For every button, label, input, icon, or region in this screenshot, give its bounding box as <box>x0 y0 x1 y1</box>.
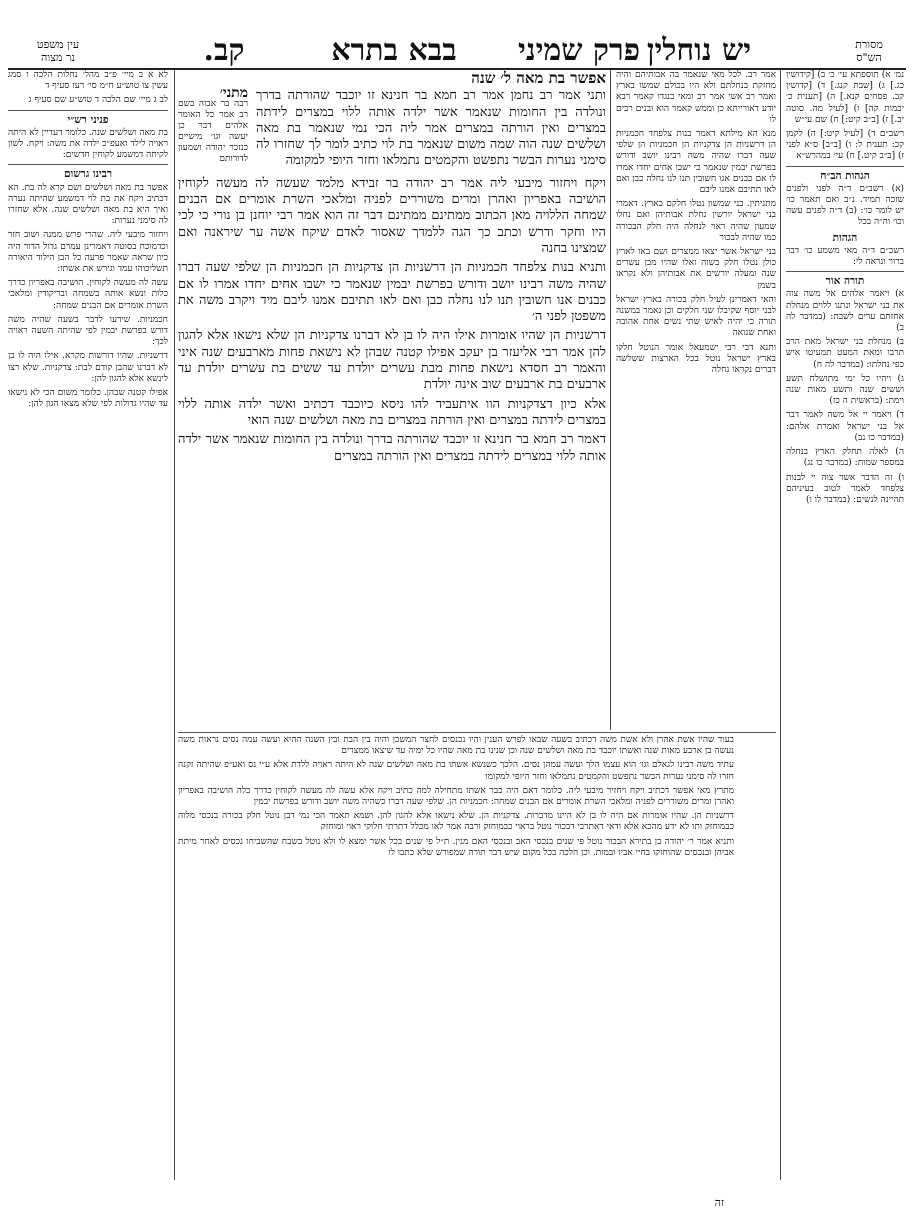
torah-verse: ה) לאלה תחלק הארץ בנחלה במספר שמות: (במדבר כו נג) <box>786 447 904 469</box>
rashbam-paragraph: מתניתין. בני שמשון נטלו חלקם בארץ. דאמרי בני ישראל יורשין נחלת אבותיהן ואם נחלו שמעון שהיה ראוי לנחלה היה חלק הבכורה כמו שהיה לבכור <box>616 199 776 243</box>
gemara-paragraph: ויקח ויחזור מיבעי ליה אמר רב יהודה בר זבידא מלמד שעשה לה מעשה לקוחין הושיבה באפריון ואהרן ומרים משוררים לפניה ומלאכי השרת אומרים אם הבנים שמחה הללויה מאן הכתוב ממתינם ממתינם דבר זה הוא אמר רבי יוחנן בן נורי כי לכי היו וחקר ודרש וכתב כך הגה ללמדך שאסור לאדם שיקח אשה ער שיראנה ואם שמצינו בחנה <box>178 175 606 256</box>
mishna-text: ותני אמר רב נחמן אמר רב חמא בר חנינא זו יוכבד שהורתה בדרך ונולדה בין החומות שנאמר אשר ילדה אותה ללוי במצרים לידתה במצרים ואין הורתה במצרים אמר ליה הכי נמי שנאמר בת מאה ושלשים שנה הוה שמה משום שנאמר בת לוי כתיב לומר לך שחזרו לה סימני נערות הבשר נתפשט והקמטים נתמלאו וחזר היופי למקומה <box>256 88 606 169</box>
gemara-paragraph: דאמר רב חמא בר חנינא זו יוכבד שהורתה בדרך ונולדה בין החומות שנאמר אשר ילדה אותה ללוי במצרים לידתה במצרים ואין הורתה במצרים <box>178 432 606 464</box>
torah-verse: ד) ויאמר יי אל משה לאמר דבר אל בני ישראל ואמרת אלהם: (במדבר כו נב) <box>786 410 904 443</box>
rashbam-paragraph: אמר רב. לכל מאי שנאמר בה אבותיהם והיה מחזקת בנחלתם ולא היו בכולם שמשו בארץ ואמר רב אשי אמר רב ומאי כנגדו קאמר רבא יודע דאורייתא כן וממש קאמר הוא ובנים רבים לו <box>616 70 776 125</box>
rashbam-column <box>616 70 776 730</box>
chapter-name <box>646 33 752 68</box>
gemara-bottom-rule <box>178 732 776 733</box>
rabbenu-gershom-paragraph: עשה לה מעשה לקוחין. הושיבה באפריון כדרך כלות ונשא אותה בשמחה ובריקודין ומלאכי השרת אומרים אם הבנים שמחה: <box>8 278 168 311</box>
masechet-name-text: בבא בתרא <box>331 33 457 68</box>
rashbam-paragraph: בני ישראל אשר יצאו ממצרים ושם באו לארץ כולן נטלו חלק בשוה ואלו שהיו מבן עשרים שנה ומעלה יורשים את אבותיהן ולא נקראו בשמן <box>616 247 776 291</box>
gemara-paragraph: ותניא בנות צלפחד חכמניות הן דרשניות הן צדקניות הן חכמניות הן שלפי שעה דברו שהיה משה רבינו יושב ודורש בפרשת יבמין שנאמר כי ישבו אחים יחדו אמרו לו אם כבנים אנו חשובין תנו לנו נחלה כבן ואם לאו תתיבם אמנו ליבם מיד ויקרב משה את משפטן לפני ה׳ <box>178 260 606 325</box>
ein-mishpat-header <box>8 38 108 72</box>
mesoret-header-label: מסורת הש"ס <box>855 38 883 64</box>
rabbenu-gershom-title: רבינו גרשום <box>63 168 113 181</box>
ein-mishpat-column <box>8 70 168 1180</box>
perek-number-text: פרק שמיני <box>517 33 641 68</box>
gemara-paragraph: אלא כיון דצדקניות הוו איתעביד להו ניסא כיוכבד דכתיב ואשר ילדה אותה ללוי במצרים לידתה במצרים ואין הורתה במצרים בת מאה ושלשים שנה הואי <box>178 396 606 428</box>
rabbenu-gershom-paragraph: חכמניות. שידעו לדבר בשעה שהיה משה דורש בפרשת יבמין לפי שהיתה השעה ראויה לכך: <box>8 314 168 348</box>
daf-number-text: קב. <box>203 33 245 68</box>
section-divider <box>786 271 904 272</box>
rabbenu-gershom-paragraph: אפילו קטנה שבהן. כלומר משום הכי לא נישאו עד שהיו גדולות לפי שלא מצאו הגון להן: <box>8 388 168 410</box>
mesoret-header <box>834 38 904 72</box>
torah-verse: ו) זה הדבר אשר צוה יי לבנות צלפחד לאמר לטוב בעיניהם תהיינה לנשים: (במדבר לו ו) <box>786 472 904 505</box>
hagahot-title: הגהות הב״ח <box>820 169 870 182</box>
tosafot-paragraph: מתרץ מאי אפשר דכתיב ויקח ויחזיר מיבעי ליה. כלומר דאם היה כבר אשתו מתחילה למה כתיב ויקח אלא עשה לה מעשה לקוחין כדרך כלה הושיבה באפריון ואהרן ומרים משוררים לפניה ומלאכי השרת אומרים אם הבנים שמחה: חכמניות הן. שלפי שעה דברו כשהיה משה יושב ודורש בפרשת יבמין <box>178 785 734 808</box>
gemara-paragraph: דרשניות הן שהיו אומרות אילו היה לו בן לא דברנו צדקניות הן שלא נישאו אלא להגון להן אמר רבי אליעזר בן יעקב אפילו קטנה שבהן לא נישאת פחות מארבעים שנה איני והאמר רב חסדא נישאת פחות מבת עשרים יולדת עד ששים בת עשרים יולדת עד ארבעים בת ארבעים שוב אינה יולדת <box>178 328 606 393</box>
column-divider-rashbam <box>610 70 611 730</box>
tosafot-paragraph: ותניא אמר ר׳ יהודה בן בתירא הבכור נוטל פי שנים בנכסי האב ובנכסי האם מנין. ת״ל פי שנים בכל אשר ימצא לו ולא נוטל בשבח שהשביחו נכסים לאחר מיתת אביהן ובנכסים שהוחזקו בחיי אביו ובמות. וכן הלכה בכל מקום שיש דבר תורה שמפורש שלא כתבו לו <box>178 836 734 858</box>
perek-number <box>494 34 664 68</box>
rashbam-paragraph: ותנא דבי רבי ישמעאל אומר הנוטל חלקו בארץ ישראל נוטל בכל הארצות ששלשה דברים נקראו נחלה <box>616 342 776 376</box>
ein-mishpat-item: לב ג מיי׳ שם הלכה ד טוש״ע שם סעיף ג <box>28 95 168 106</box>
catchword: זה <box>714 1196 724 1209</box>
mishna-block <box>178 85 606 169</box>
tosafot-paragraph: דרשניות הן. שהיו אומרות אם היה לו בן לא היינו מדברות. צדקניות הן. שלא נישאו אלא להגון להן. ושמא תאמר הכי נמי דבן נוטל חלק בכורה בנכסי מלוה כבמוחזק ותו לא ידע מהכא אלא ודאי דאתרבי דבכור נוטל בראוי כבמוחזק ורבה אמר לאו מכלל דתרתי חלוקי ראוי ומוחזק <box>178 811 734 833</box>
column-divider-left <box>174 70 175 1180</box>
gemara-opening-word: אפשר בת מאה ל׳ שנה <box>471 70 606 87</box>
mishna-label: מתני׳ <box>219 85 248 102</box>
section-divider <box>8 110 168 111</box>
ein-mishpat-item: לא א ב מיי׳ פ״ב מהל׳ נחלות הלכה ו סמג עשין צו טוש״ע ח״מ סי׳ רעז סעיף ד <box>8 70 168 92</box>
mishna-side-text: רבה בר אבוה בשם רב אמר כל האומר אלהים דבר כן יעשה וגו׳ מישיים כנזכר יהודה ושמעון לדורותם <box>178 99 248 165</box>
mesoret-item: רשב״ם ד) [לעיל קיט:] ה) לקמן קכ: תענית ל: ו) [ב״ב] ס״א לפני ז) [ב״ב קיט.] ח) עי׳ במהרש״א <box>786 129 904 162</box>
rabbenu-gershom-paragraph: אפשר בת מאה ושלשים ושם קרא לה בת. הא דכתיב ויקח את בת לוי דמשמע שהיתה נערה ואיך היא בת מאה ושלשים שנה. אלא שחזרו לה סימני נערות: <box>8 182 168 227</box>
torah-verse: ג) ויהיו כל ימי מתושלח תשע וששים שנה ותשע מאות שנה וימת: (בראשית ה כז) <box>786 373 904 407</box>
ein-mishpat-header-label: עין משפט נר מצוה <box>36 38 80 64</box>
penini-rashi-title: פניני רש״י <box>67 113 109 126</box>
tosafot-paragraph: עתיד משה רבינו לגאלם וגו׳ הוא עצמו הלך ועשה עמהן נסים. הלכך כשנשא אשתו בת מאה ושלשים שנה לא היתה ראויה ללדת אלא ע״י נס ואע״פ שהיתה זקנה חזרו לה סימני נערות הבשר נתפשט והקמטים נתמלאו וחזר היופי למקומו <box>178 760 734 782</box>
masechet-name <box>294 34 494 68</box>
section-divider <box>8 164 168 165</box>
hagahot2-text: רשב״ם ד״ה מאי משמע כו׳ דבר ברור ונראה לי: <box>786 245 904 268</box>
mishna-side <box>178 85 248 169</box>
torah-verse: א) ויאמר אלהים אל משה צוה את בני ישראל ונתנו ללוים מנחלת אחזתם ערים לשבת: (במדבר לה ב) <box>786 289 904 334</box>
daf-number <box>174 34 274 68</box>
rabbenu-gershom-paragraph: דרשניות. שהיו דורשות מקרא. אילו היה לו בן לא דברנו שהבן קודם לבת: צדקניות. שלא רצו לינשא אלא להגון להן: <box>8 351 168 384</box>
rashbam-paragraph: והאי דאמרינן לעיל חלק בכורה בארץ ישראל לבני יוסף שקיבלו שני חלקים וכן נאמר במשנה תורה כי יהיה לאיש שתי נשים אחת אהובה ואחת שנואה <box>616 294 776 339</box>
hagahot2-title: הגהות <box>832 231 858 244</box>
mesoret-column <box>786 70 904 1180</box>
tosafot-column <box>178 735 734 1190</box>
rashbam-paragraph: מנא הא מילתא דאמר בנות צלפחד חכמניות הן דרשניות הן צדקניות הן חכמניות הן שלפי שעה דברו שהיה משה רבינו יושב ודורש בפרשת יבמין שנאמר כי ישבו אחים יחדו אמרו לו אם כבנים אנו חשובין תנו לנו נחלה כבן ואם לאו תתיבם אמנו ליבם <box>616 129 776 196</box>
chapter-name-text: יש נוחלין <box>646 33 752 68</box>
torah-verse: ב) מנחלת בני ישראל מאת הרב תרבו ומאת המעט תמעיטו איש כפי נחלתו: (במדבר לה ח) <box>786 337 904 370</box>
mesoret-item: נמ׳ א) תוספתא עי׳ כ׳ ב) [קידושין כג.] ג) [שבת קנג.] ד) [קדושין קב. פסחים קנא.] ה) [תענית כ׳ יבמות קה] ו) [לעיל מה. סוטה יב.] ז) [ב״ב קיט:] ח) שם עי״ש <box>786 70 904 125</box>
column-divider-right <box>780 70 781 1180</box>
rabbenu-gershom-paragraph: ויחזור מיבעי ליה. שהרי פרש ממנה ושוב חזר וכדמוכח בסוטה דאמרינן עמרם גדול הדור היה כיון שראה שאמר פרעה כל הבן הילוד היאורה תשליכוהו עמד וגירש את אשתו: <box>8 230 168 275</box>
penini-rashi-text: בת מאה ושלשים שנה. כלומר דעדיין לא היתה ראויה לילד ואעפ״כ ילדה את משה: ויקח. לשון לקיחה דמשמע לקוחין חדשים: <box>8 127 168 161</box>
section-divider <box>786 166 904 167</box>
torah-or-title: תורה אור <box>825 275 865 288</box>
tosafot-paragraph: בעוד שהיו אשת אהרן ולא אשת משה דכתיב בשעה שבאו לפרש הענין והיו נכנסים לחצר המשכן והיה בין הבת ובין השנה ההיא ועשה עמה נסים נראות משה נעשה בן ארבע מאות שנה ואשתו יוכבד בת מאה ושלשים שנה וכן שנינו בת מאה שהיו כל ימיה עד שיצאו ממצרים <box>178 735 734 757</box>
gemara-column <box>178 70 606 730</box>
hagahot-text: (א) רשב״ם ד״ה לפני ולפנים שזכה תמיד. נ״ב ואם תאמר כו׳ יש לומר כו׳: (ב) ד״ה לפנים עשה וכו׳ וה״ה בכל <box>786 183 904 228</box>
